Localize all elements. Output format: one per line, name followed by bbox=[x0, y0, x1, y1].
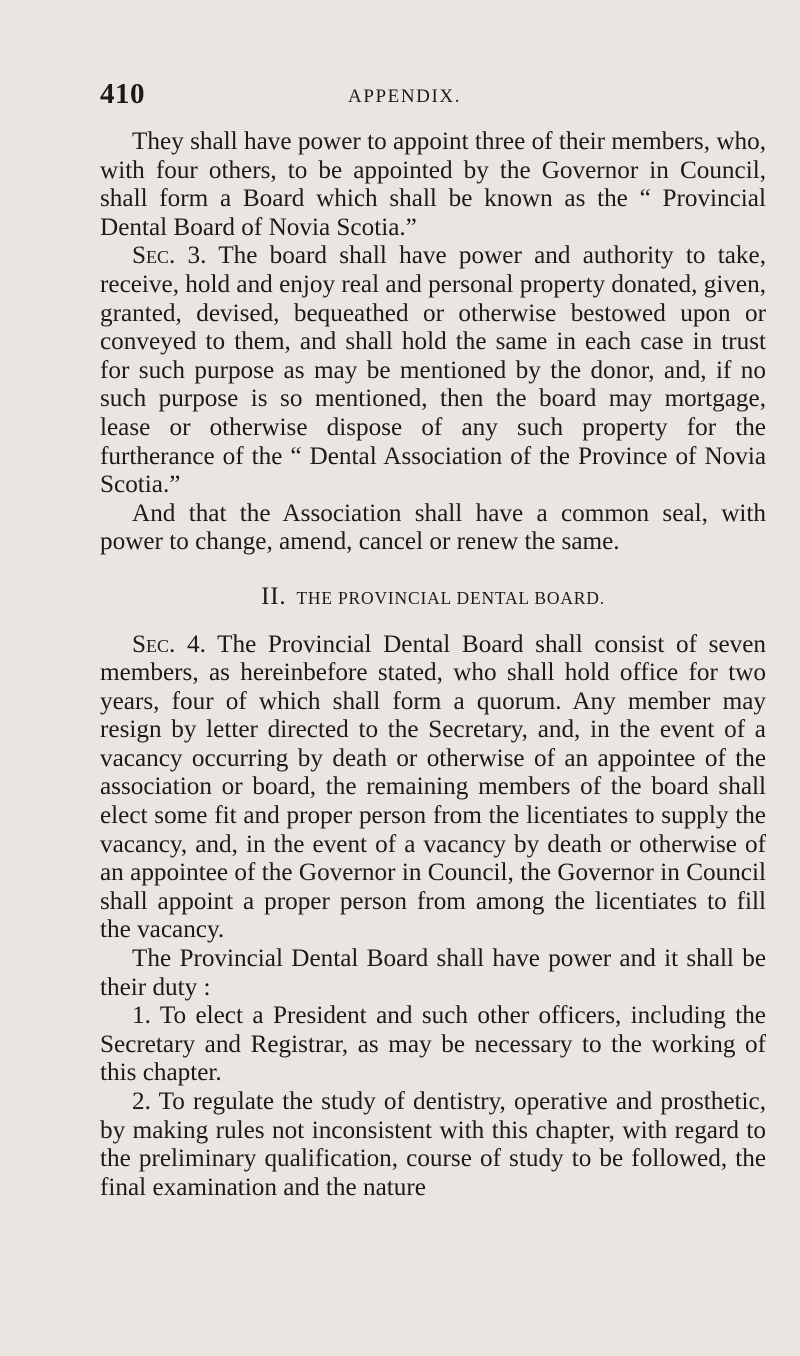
body-text bbox=[100, 128, 766, 1202]
paragraph bbox=[100, 500, 766, 557]
list-item-text: To elect a President and such other officers, including the Secretary and Registrar, as may be necessary to the working of this chapter. bbox=[100, 1002, 766, 1087]
paragraph bbox=[100, 128, 766, 242]
running-head bbox=[100, 78, 760, 114]
paragraph bbox=[100, 945, 766, 1002]
list-item bbox=[100, 1002, 766, 1088]
section-number: Sec. 4. bbox=[132, 630, 206, 658]
list-item-number: 1. bbox=[132, 1002, 151, 1030]
page-number: 410 bbox=[100, 78, 145, 110]
section-heading bbox=[100, 583, 766, 613]
running-title: APPENDIX. bbox=[348, 86, 462, 107]
section-number: Sec. 3. bbox=[132, 242, 207, 270]
paragraph-text: The Provincial Dental Board shall consist of seven members, as hereinbefore stated, who shall hold office for two years, four of which shall form a quorum. Any member may resign by letter directed to the Secretary, and, in the event of a vacancy occurring by death or otherwise of an appointee of the association or board, the remaining members of the board shall elect some fit and proper person from the licentiates to supply the vacancy, and, in the event of a vacancy by death or otherwise of an appointee of the Governor in Council, the Governor in Council shall appoint a proper person from among the licentiates to fill the vacancy. bbox=[100, 630, 767, 944]
section-heading-title: THE PROVINCIAL DENTAL BOARD. bbox=[296, 587, 605, 608]
paragraph-text: They shall have power to appoint three of their members, who, with four others, to be appointed by the Governor in Council, shall form a Board which shall be known as the “ Provincial Dental Board of Novia Scotia.” bbox=[100, 128, 766, 241]
list-item-text: To regulate the study of dentistry, operative and prosthetic, by making rules not inconsistent with this chapter, with regard to the preliminary qualification, course of study to be followed, the final examination and the nature bbox=[100, 1088, 766, 1201]
section-heading-numeral: II. bbox=[261, 582, 287, 610]
paragraph-text: The Provincial Dental Board shall have power and it shall be their duty : bbox=[100, 945, 766, 1001]
paragraph-text: And that the Association shall have a common seal, with power to change, amend, cancel or renew the same. bbox=[100, 499, 766, 556]
paragraph bbox=[100, 631, 766, 946]
list-item-number: 2. bbox=[132, 1088, 151, 1115]
paragraph-text: The board shall have power and authority to take, receive, hold and enjoy real and personal property donated, given, granted, devised, bequeathed or otherwise bestowed upon or conveyed to them, and shall hold the same in each case in trust for such purpose as may be mentioned by the donor, and, if no such purpose is so mentioned, then the board may mortgage, lease or otherwise dispose of any such property for the furtherance of the “ Dental Association of the Province of Novia Scotia.” bbox=[100, 242, 767, 499]
paragraph bbox=[100, 242, 766, 499]
list-item bbox=[100, 1088, 766, 1202]
